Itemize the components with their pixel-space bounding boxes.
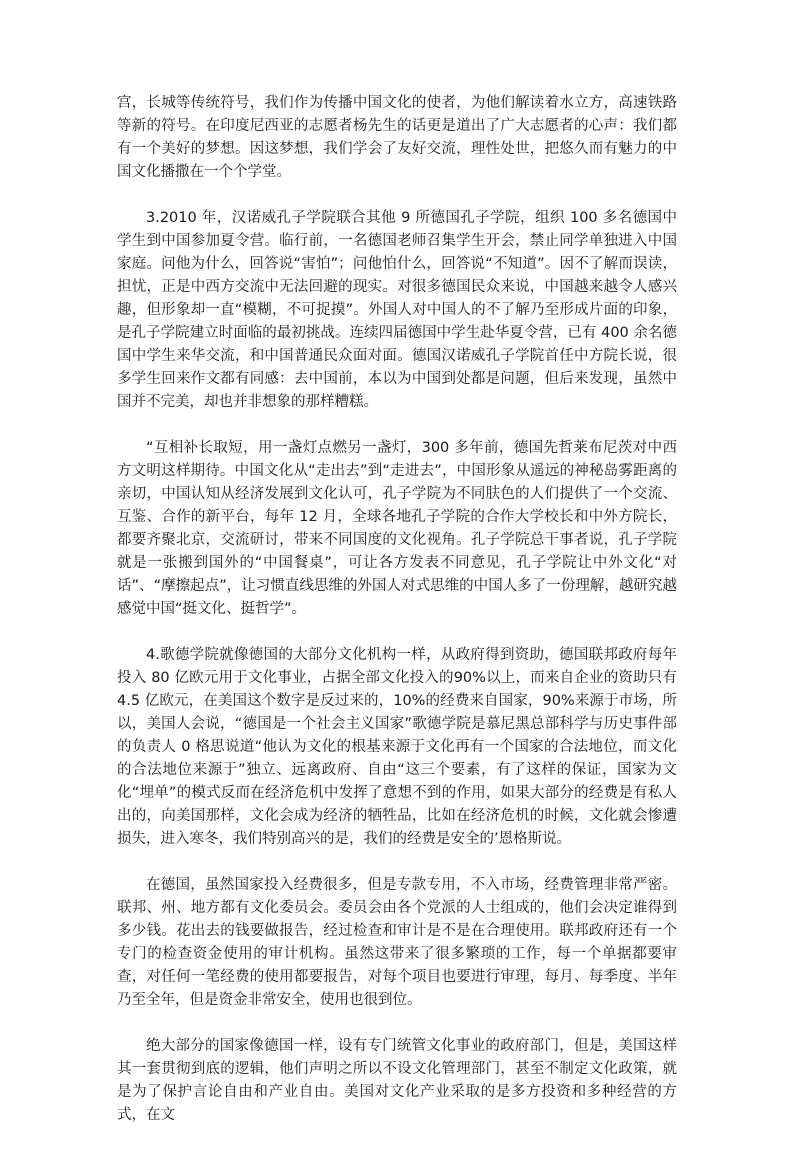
paragraph-5: 在德国，虽然国家投入经费很多，但是专款专用，不入市场，经费管理非常严密。联邦、州、地方都有文化委员会。委员会由各个党派的人士组成的，他们会决定谁得到多少钱。花出去的钱要做报告，经过检查和审计是不是在合理使用。联邦政府还有一个专门的检查资金使用的审计机构。虽然这带来了很多繁琐的工作，每一个单据都要审查，对任何一笔经费的使用都要报告，对每个项目也要进行审理，每月、每季度、半年乃至全年，但是资金非常安全，使用也很到位。 (117, 877, 677, 1008)
paragraph-1: 宫，长城等传统符号，我们作为传播中国文化的使者，为他们解读着水立方，高速铁路等新的符号。在印度尼西亚的志愿者杨先生的话更是道出了广大志愿者的心声：我们都有一个美好的梦想。因这梦想，我们学会了友好交流，理性处世，把悠久而有魅力的中国文化播撒在一个个学堂。 (117, 95, 677, 180)
paragraph-6: 绝大部分的国家像德国一样，设有专门统管文化事业的政府部门，但是，美国这样其一套贯彻到底的逻辑，他们声明之所以不设文化管理部门，甚至不制定文化政策，就是为了保护言论自由和产业自由。美国对文化产业采取的是多方投资和多种经营的方式，在文 (117, 1038, 677, 1123)
paragraph-2: 3.2010 年，汉诺威孔子学院联合其他 9 所德国孔子学院，组织 100 多名德国中学生到中国参加夏令营。临行前，一名德国老师召集学生开会，禁止同学单独进入中国家庭。问他为什么，回答说“害怕”；问他怕什么，回答说“不知道”。因不了解而误读，担忧，正是中西方交流中无法回避的现实。对很多德国民众来说，中国越来越令人感兴趣，但形象却一直“模糊，不可捉摸”。外国人对中国人的不了解乃至形成片面的印象，是孔子学院建立时面临的最初挑战。连续四届德国中学生赴华夏令营，已有 400 余名德国中学生来华交流，和中国普通民众面对面。德国汉诺威孔子学院首任中方院长说，很多学生回来作文都有同感：去中国前，本以为中国到处都是问题，但后来发现，虽然中国并不完美，却也并非想象的那样糟糕。 (117, 210, 677, 410)
paragraph-4: 4.歌德学院就像德国的大部分文化机构一样，从政府得到资助，德国联邦政府每年投入 80 亿欧元用于文化事业，占据全部文化投入的90%以上，而来自企业的资助只有 4.5 亿欧元，在美国这个数字是反过来的，10%的经费来自国家，90%来源于市场，所以，美国人会说，“德国是一个社会主义国家”歌德学院是慕尼黑总部科学与历史事件部的负责人 0 格思说道“他认为文化的根基来源于文化再有一个国家的合法地位，而文化的合法地位来源于”独立、远离政府、自由“这三个要素，有了这样的保证，国家为文化“埋单”的模式反而在经济危机中发挥了意想不到的作用，如果大部分的经费是有私人出的，向美国那样，文化会成为经济的牺牲品，比如在经济危机的时候，文化就会惨遭损失，进入寒冬，我们特别高兴的是，我们的经费是安全的’恩格斯说。 (117, 647, 677, 847)
paragraph-3: “互相补长取短，用一盏灯点燃另一盏灯，300 多年前，德国先哲莱布尼茨对中西方文明这样期待。中国文化从“走出去”到“走进去”，中国形象从遥远的神秘岛雾距离的亲切，中国认知从经济发展到文化认可，孔子学院为不同肤色的人们提供了一个交流、互鉴、合作的新平台，每年 12 月，全球各地孔子学院的合作大学校长和中外方院长，都要齐聚北京，交流研讨，带来不同国度的文化视角。孔子学院总干事者说，孔子学院就是一张搬到国外的“中国餐桌”，可让各方发表不同意见，孔子学院让中外文化“对话”、“摩擦起点”，让习惯直线思维的外国人对式思维的中国人多了一份理解，越研究越感觉中国“挺文化、挺哲学”。 (117, 440, 677, 617)
document-page (117, 92, 677, 1150)
